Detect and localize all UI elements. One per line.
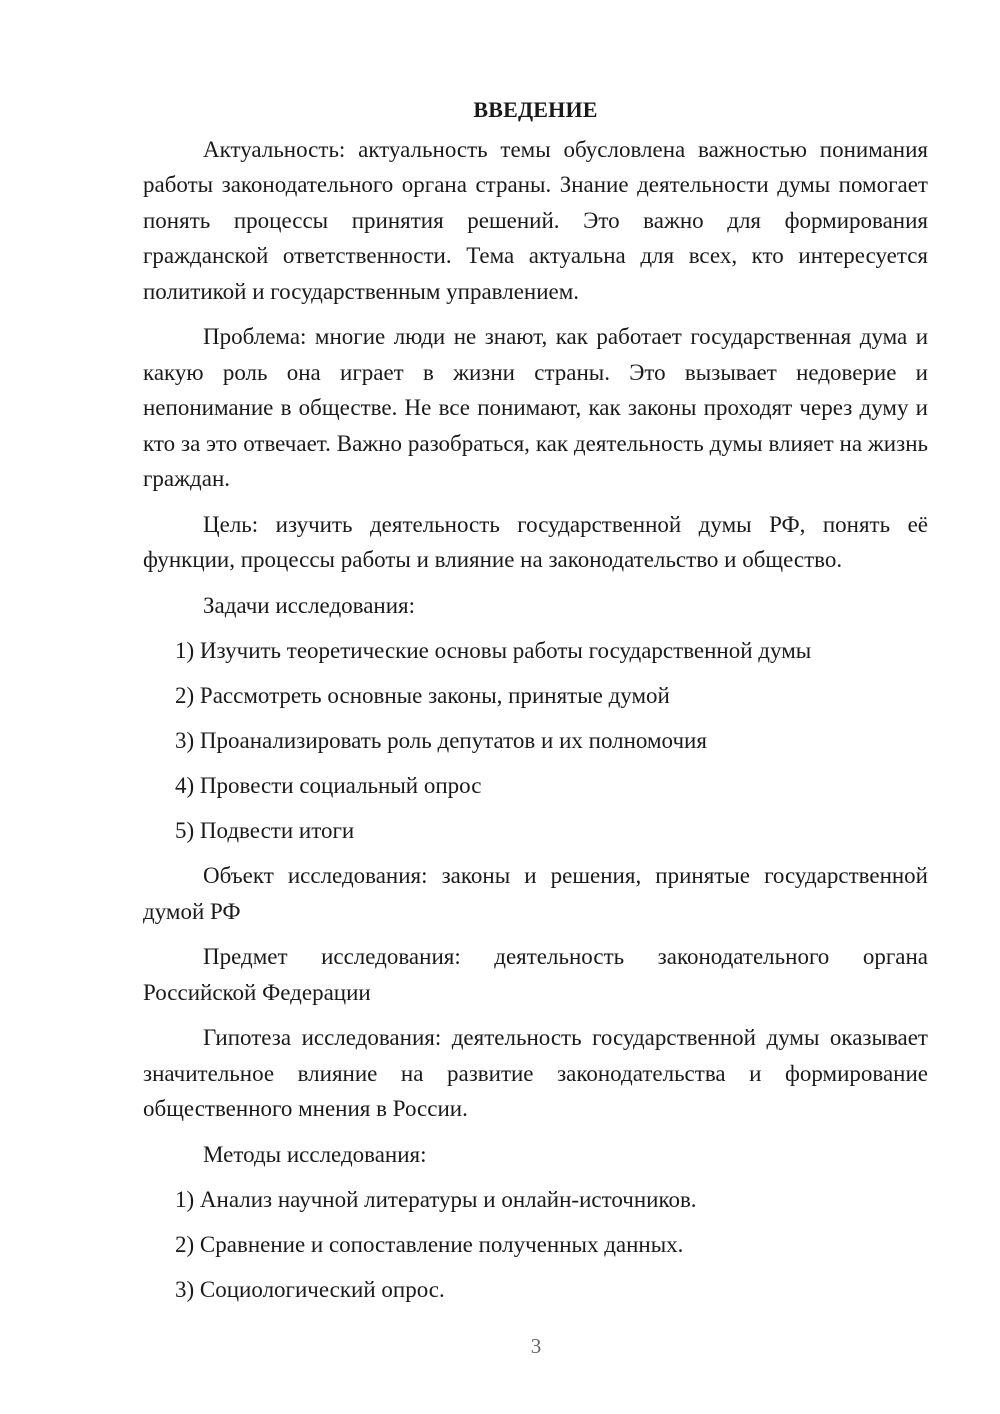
task-item: 2) Рассмотреть основные законы, принятые думой xyxy=(175,682,670,708)
task-item: 4) Провести социальный опрос xyxy=(175,772,482,798)
task-item: 3) Проанализировать роль депутатов и их полномочия xyxy=(175,727,707,753)
method-item: 3) Социологический опрос. xyxy=(175,1276,445,1302)
page-title: ВВЕДЕНИЕ xyxy=(473,97,598,122)
methods-heading: Методы исследования: xyxy=(203,1141,427,1167)
paragraph-hypothesis: Гипотеза исследования: деятельность государственной думы оказывает значительное влияние на развитие законодательства и формирование общественного мнения в России. xyxy=(143,1025,928,1121)
task-item: 5) Подвести итоги xyxy=(175,817,355,843)
paragraph-goal: Цель: изучить деятельность государственной думы РФ, понять её функции, процессы работы и влияние на законодательство и общество. xyxy=(143,511,928,572)
document-page xyxy=(143,92,928,1307)
method-item: 1) Анализ научной литературы и онлайн-источников. xyxy=(175,1186,697,1212)
tasks-heading: Задачи исследования: xyxy=(203,592,416,618)
method-item: 2) Сравнение и сопоставление полученных данных. xyxy=(175,1231,684,1257)
page-number: 3 xyxy=(530,1334,542,1358)
paragraph-relevance: Актуальность: актуальность темы обусловлена важностью понимания работы законодательного органа страны. Знание деятельности думы помогает понять процессы принятия решений. Это важно для формирования гражданской ответственности. Тема актуальна для всех, кто интересуется политикой и государственным управлением. xyxy=(143,136,928,304)
paragraph-object: Объект исследования: законы и решения, принятые государственной думой РФ xyxy=(143,863,928,924)
paragraph-subject: Предмет исследования: деятельность законодательного органа Российской Федерации xyxy=(143,944,928,1005)
paragraph-problem: Проблема: многие люди не знают, как работает государственная дума и какую роль она играет в жизни страны. Это вызывает недоверие и непонимание в обществе. Не все понимают, как законы проходят через думу и кто за это отвечает. Важно разобраться, как деятельность думы влияет на жизнь граждан. xyxy=(143,324,928,491)
task-item: 1) Изучить теоретические основы работы государственной думы xyxy=(175,637,812,663)
